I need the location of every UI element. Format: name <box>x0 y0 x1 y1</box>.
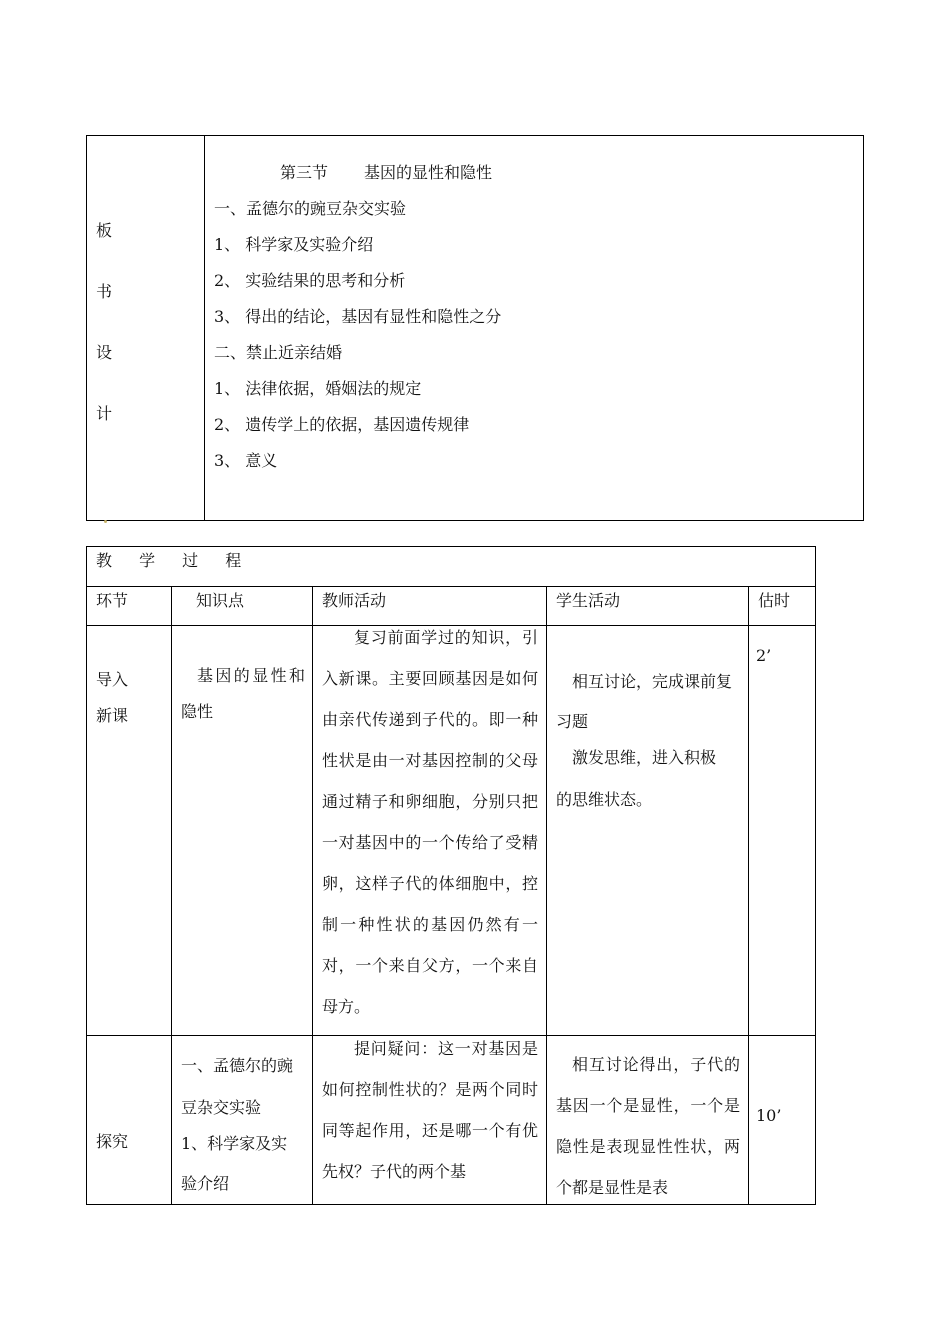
header-teacher: 教师活动 <box>322 591 387 610</box>
header-knowledge: 知识点 <box>196 591 245 610</box>
board-line-7: 2、 遗传学上的依据，基因遗传规律 <box>214 415 470 434</box>
row1-time: 2’ <box>756 646 772 665</box>
board-line-1: 一、孟德尔的豌豆杂交实验 <box>214 199 407 218</box>
row1-stage-line2: 新课 <box>96 706 129 725</box>
process-title: 教 学 过 程 <box>96 551 242 570</box>
board-side-label-1: 板 <box>96 221 113 240</box>
row1-student-line4: 的思维状态。 <box>556 790 653 809</box>
board-line-2: 1、 科学家及实验介绍 <box>214 235 374 254</box>
board-design-table <box>86 135 864 521</box>
row2-knowledge-line2: 豆杂交实验 <box>181 1098 262 1117</box>
board-line-6: 1、 法律依据，婚姻法的规定 <box>214 379 422 398</box>
board-title-section: 第三节 <box>280 163 329 182</box>
row2-stage: 探究 <box>96 1132 129 1151</box>
board-side-label-4: 计 <box>96 404 113 423</box>
row1-teacher: 复习前面学过的知识，引入新课。主要回顾基因是如何由亲代传递到子代的。即一种性状是由一对基因控制的父母通过精子和卵细胞，分别只把一对基因中的一个传给了受精卵，这样子代的体细胞中，控制一种性状的基因仍然有一对，一个来自父方，一个来自母方。 <box>322 628 538 1016</box>
board-side-label-3: 设 <box>96 343 113 362</box>
board-line-3: 2、 实验结果的思考和分析 <box>214 271 406 290</box>
row1-student-line3: 激发思维，进入积极 <box>572 748 717 767</box>
header-student: 学生活动 <box>556 591 621 610</box>
row1-student-line2: 习题 <box>556 712 589 731</box>
row2-knowledge-line3: 1、科学家及实 <box>181 1134 288 1153</box>
header-stage: 环节 <box>96 591 129 610</box>
board-line-8: 3、 意义 <box>214 451 278 470</box>
row2-student: 相互讨论得出，子代的基因一个是显性，一个是隐性是表现显性性状，两个都是显性是表 <box>556 1055 740 1197</box>
process-title-divider <box>86 586 816 587</box>
board-title-text: 基因的显性和隐性 <box>364 163 493 182</box>
process-col-divider-2 <box>312 586 313 1205</box>
row2-time: 10’ <box>756 1106 782 1125</box>
row2-teacher: 提问疑问：这一对基因是如何控制性状的？是两个同时同等起作用，还是哪一个有优先权？子代的两个基 <box>322 1039 538 1181</box>
stray-mark <box>104 520 107 523</box>
process-col-divider-3 <box>546 586 547 1205</box>
header-time: 估时 <box>758 591 791 610</box>
row1-knowledge: 基因的显性和隐性 <box>181 666 305 721</box>
row1-stage-line1: 导入 <box>96 670 129 689</box>
row2-knowledge-line1: 一、孟德尔的豌 <box>181 1056 294 1075</box>
row1-student-line1: 相互讨论，完成课前复 <box>572 672 733 691</box>
board-side-label-2: 书 <box>96 282 113 301</box>
board-column-divider <box>204 135 205 521</box>
row2-knowledge-line4: 验介绍 <box>181 1174 230 1193</box>
process-col-divider-1 <box>171 586 172 1205</box>
board-line-5: 二、禁止近亲结婚 <box>214 343 343 362</box>
process-col-divider-4 <box>748 586 749 1205</box>
board-line-4: 3、 得出的结论，基因有显性和隐性之分 <box>214 307 502 326</box>
